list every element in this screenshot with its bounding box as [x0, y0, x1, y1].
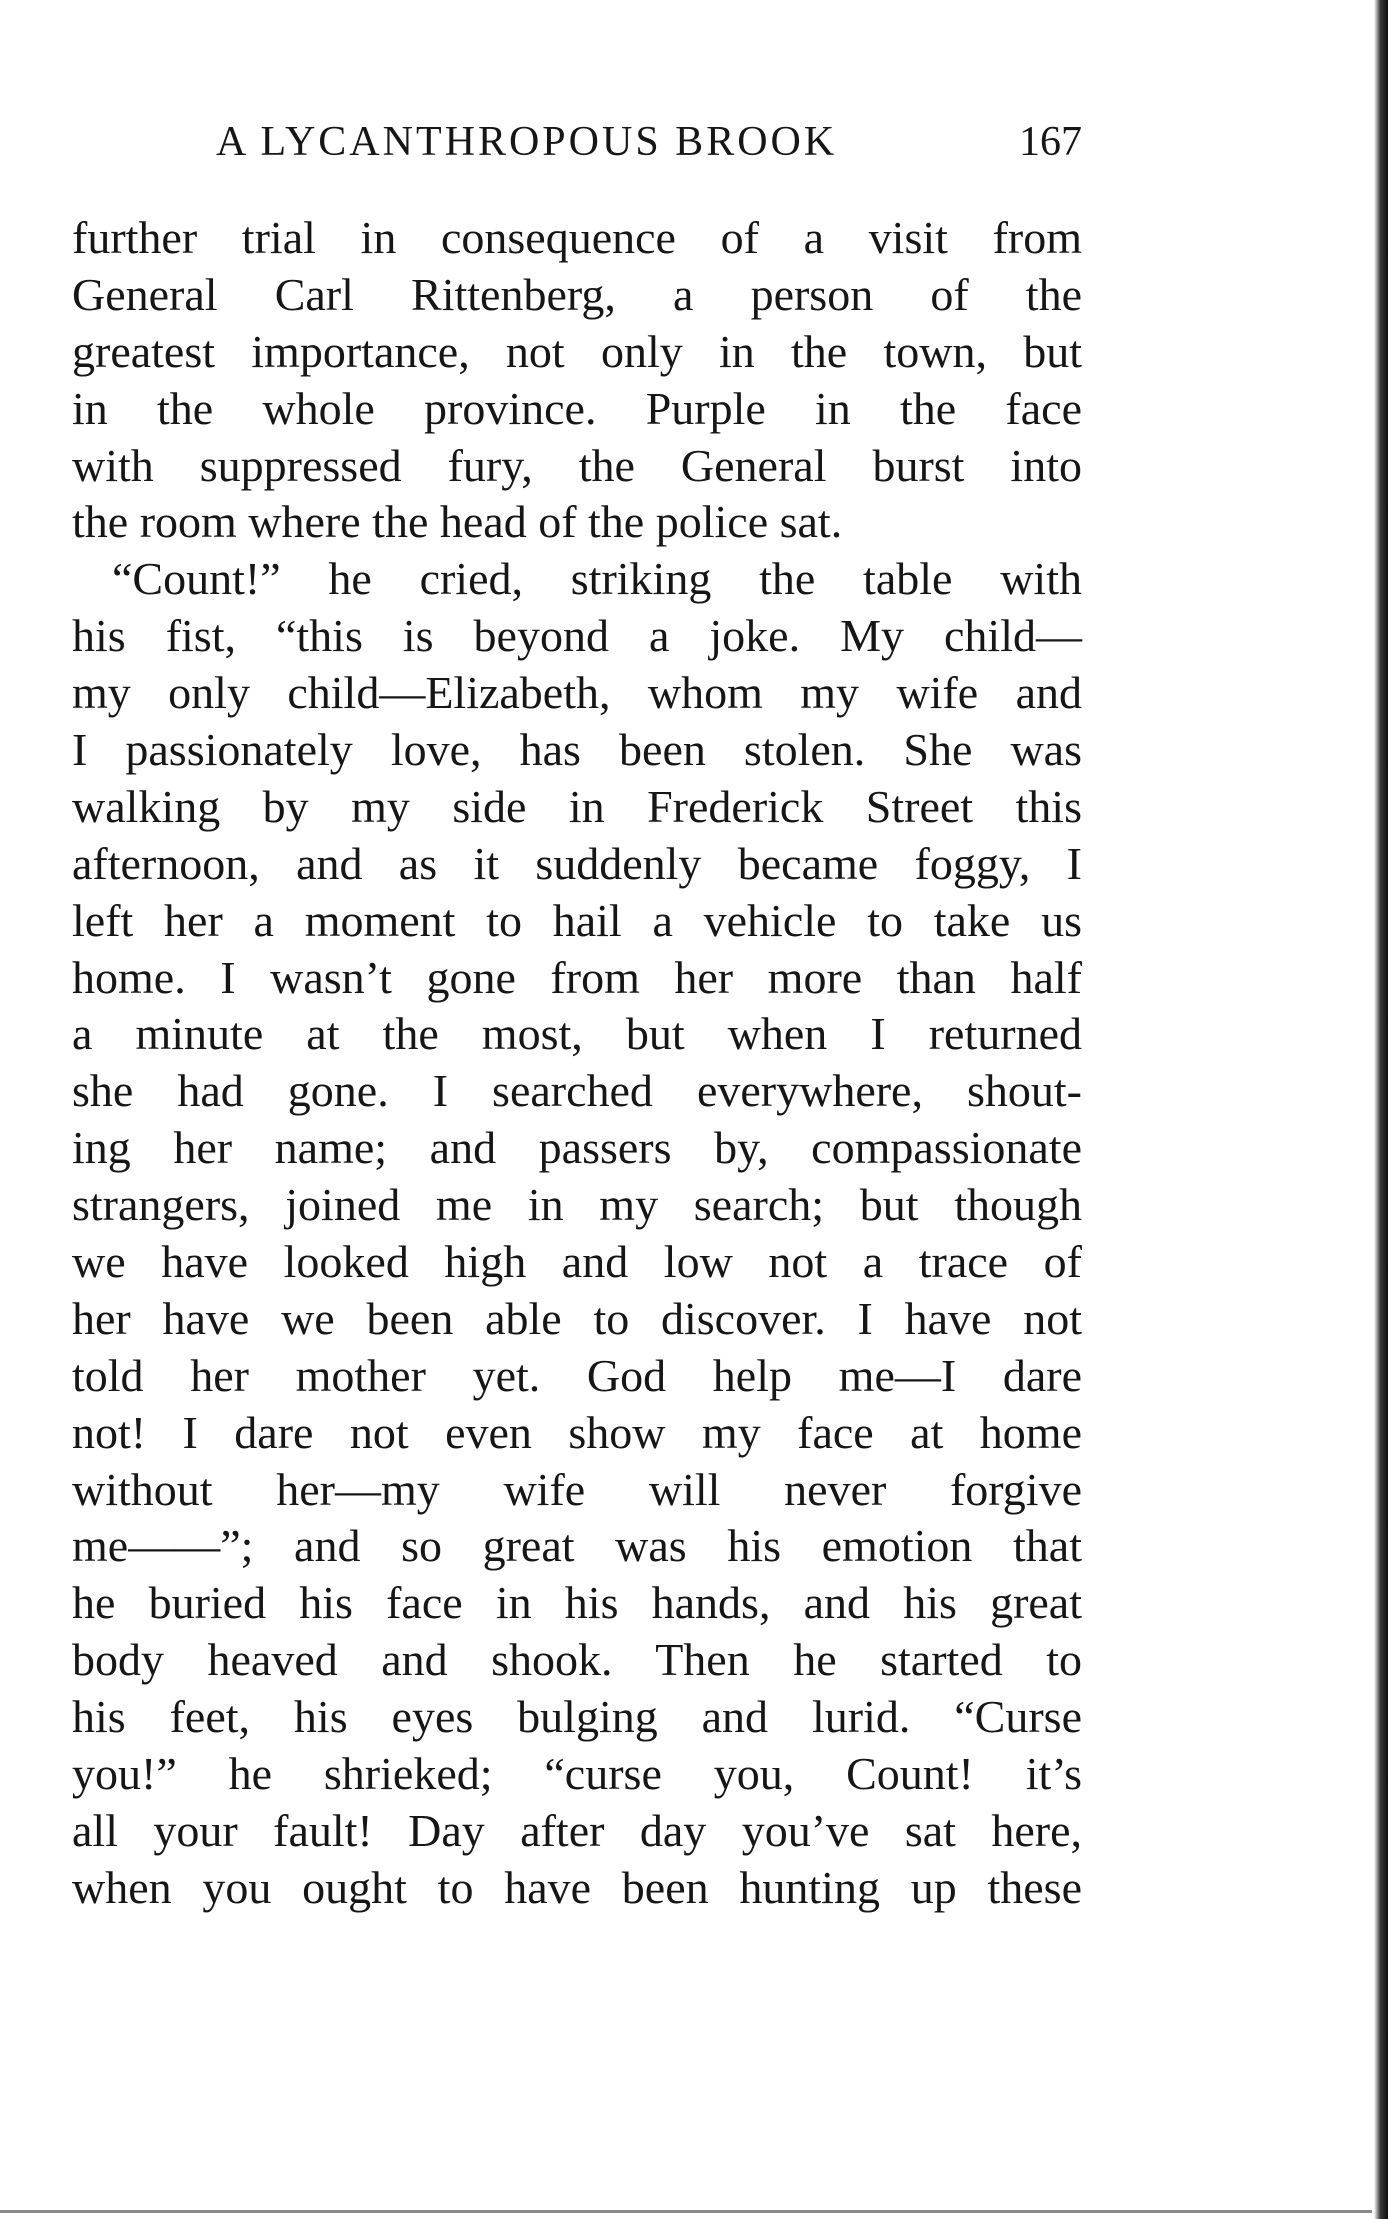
text-line: greatest importance, not only in the town, but — [72, 325, 1082, 377]
text-line: afternoon, and as it suddenly became foggy, I — [72, 837, 1082, 889]
text-line: without her—my wife will never forgive — [72, 1463, 1082, 1515]
body-text — [72, 210, 1082, 1917]
text-line: body heaved and shook. Then he started to — [72, 1634, 1082, 1686]
text-line: you!” he shrieked; “curse you, Count! it’s — [72, 1748, 1082, 1800]
text-line: we have looked high and low not a trace of — [72, 1236, 1082, 1288]
running-head — [72, 112, 1082, 172]
text-line: with suppressed fury, the General burst into — [72, 439, 1082, 491]
text-line: his feet, his eyes bulging and lurid. “Curse — [72, 1691, 1082, 1743]
text-line: my only child—Elizabeth, whom my wife and — [72, 667, 1082, 719]
text-line: her have we been able to discover. I have not — [72, 1292, 1082, 1344]
text-line: a minute at the most, but when I returned — [72, 1008, 1082, 1060]
running-title: A LYCANTHROPOUS BROOK — [216, 119, 838, 165]
text-line: his fist, “this is beyond a joke. My child— — [72, 610, 1082, 662]
text-line: told her mother yet. God help me—I dare — [72, 1349, 1082, 1401]
text-line: all your fault! Day after day you’ve sat here, — [72, 1804, 1082, 1856]
text-line: General Carl Rittenberg, a person of the — [72, 268, 1082, 320]
text-line: he buried his face in his hands, and his great — [72, 1577, 1082, 1629]
text-line: ing her name; and passers by, compassionate — [72, 1122, 1082, 1174]
text-line: “Count!” he cried, striking the table with — [112, 553, 1082, 605]
text-line: in the whole province. Purple in the face — [72, 382, 1082, 434]
text-line: the room where the head of the police sat. — [72, 496, 843, 548]
text-line: left her a moment to hail a vehicle to take us — [72, 894, 1082, 946]
text-line: walking by my side in Frederick Street this — [72, 780, 1082, 832]
text-line: I passionately love, has been stolen. She was — [72, 724, 1082, 776]
text-line: not! I dare not even show my face at home — [72, 1406, 1082, 1458]
page-binding-edge — [1374, 0, 1388, 2219]
text-line: home. I wasn’t gone from her more than half — [72, 951, 1082, 1003]
page-bottom-edge — [0, 2210, 1372, 2213]
text-line: she had gone. I searched everywhere, shout- — [72, 1065, 1082, 1117]
text-line: me——”; and so great was his emotion that — [72, 1520, 1082, 1572]
page-number: 167 — [1019, 119, 1082, 165]
text-line: when you ought to have been hunting up these — [72, 1861, 1082, 1913]
text-line: strangers, joined me in my search; but though — [72, 1179, 1082, 1231]
text-line: further trial in consequence of a visit from — [72, 212, 1082, 263]
